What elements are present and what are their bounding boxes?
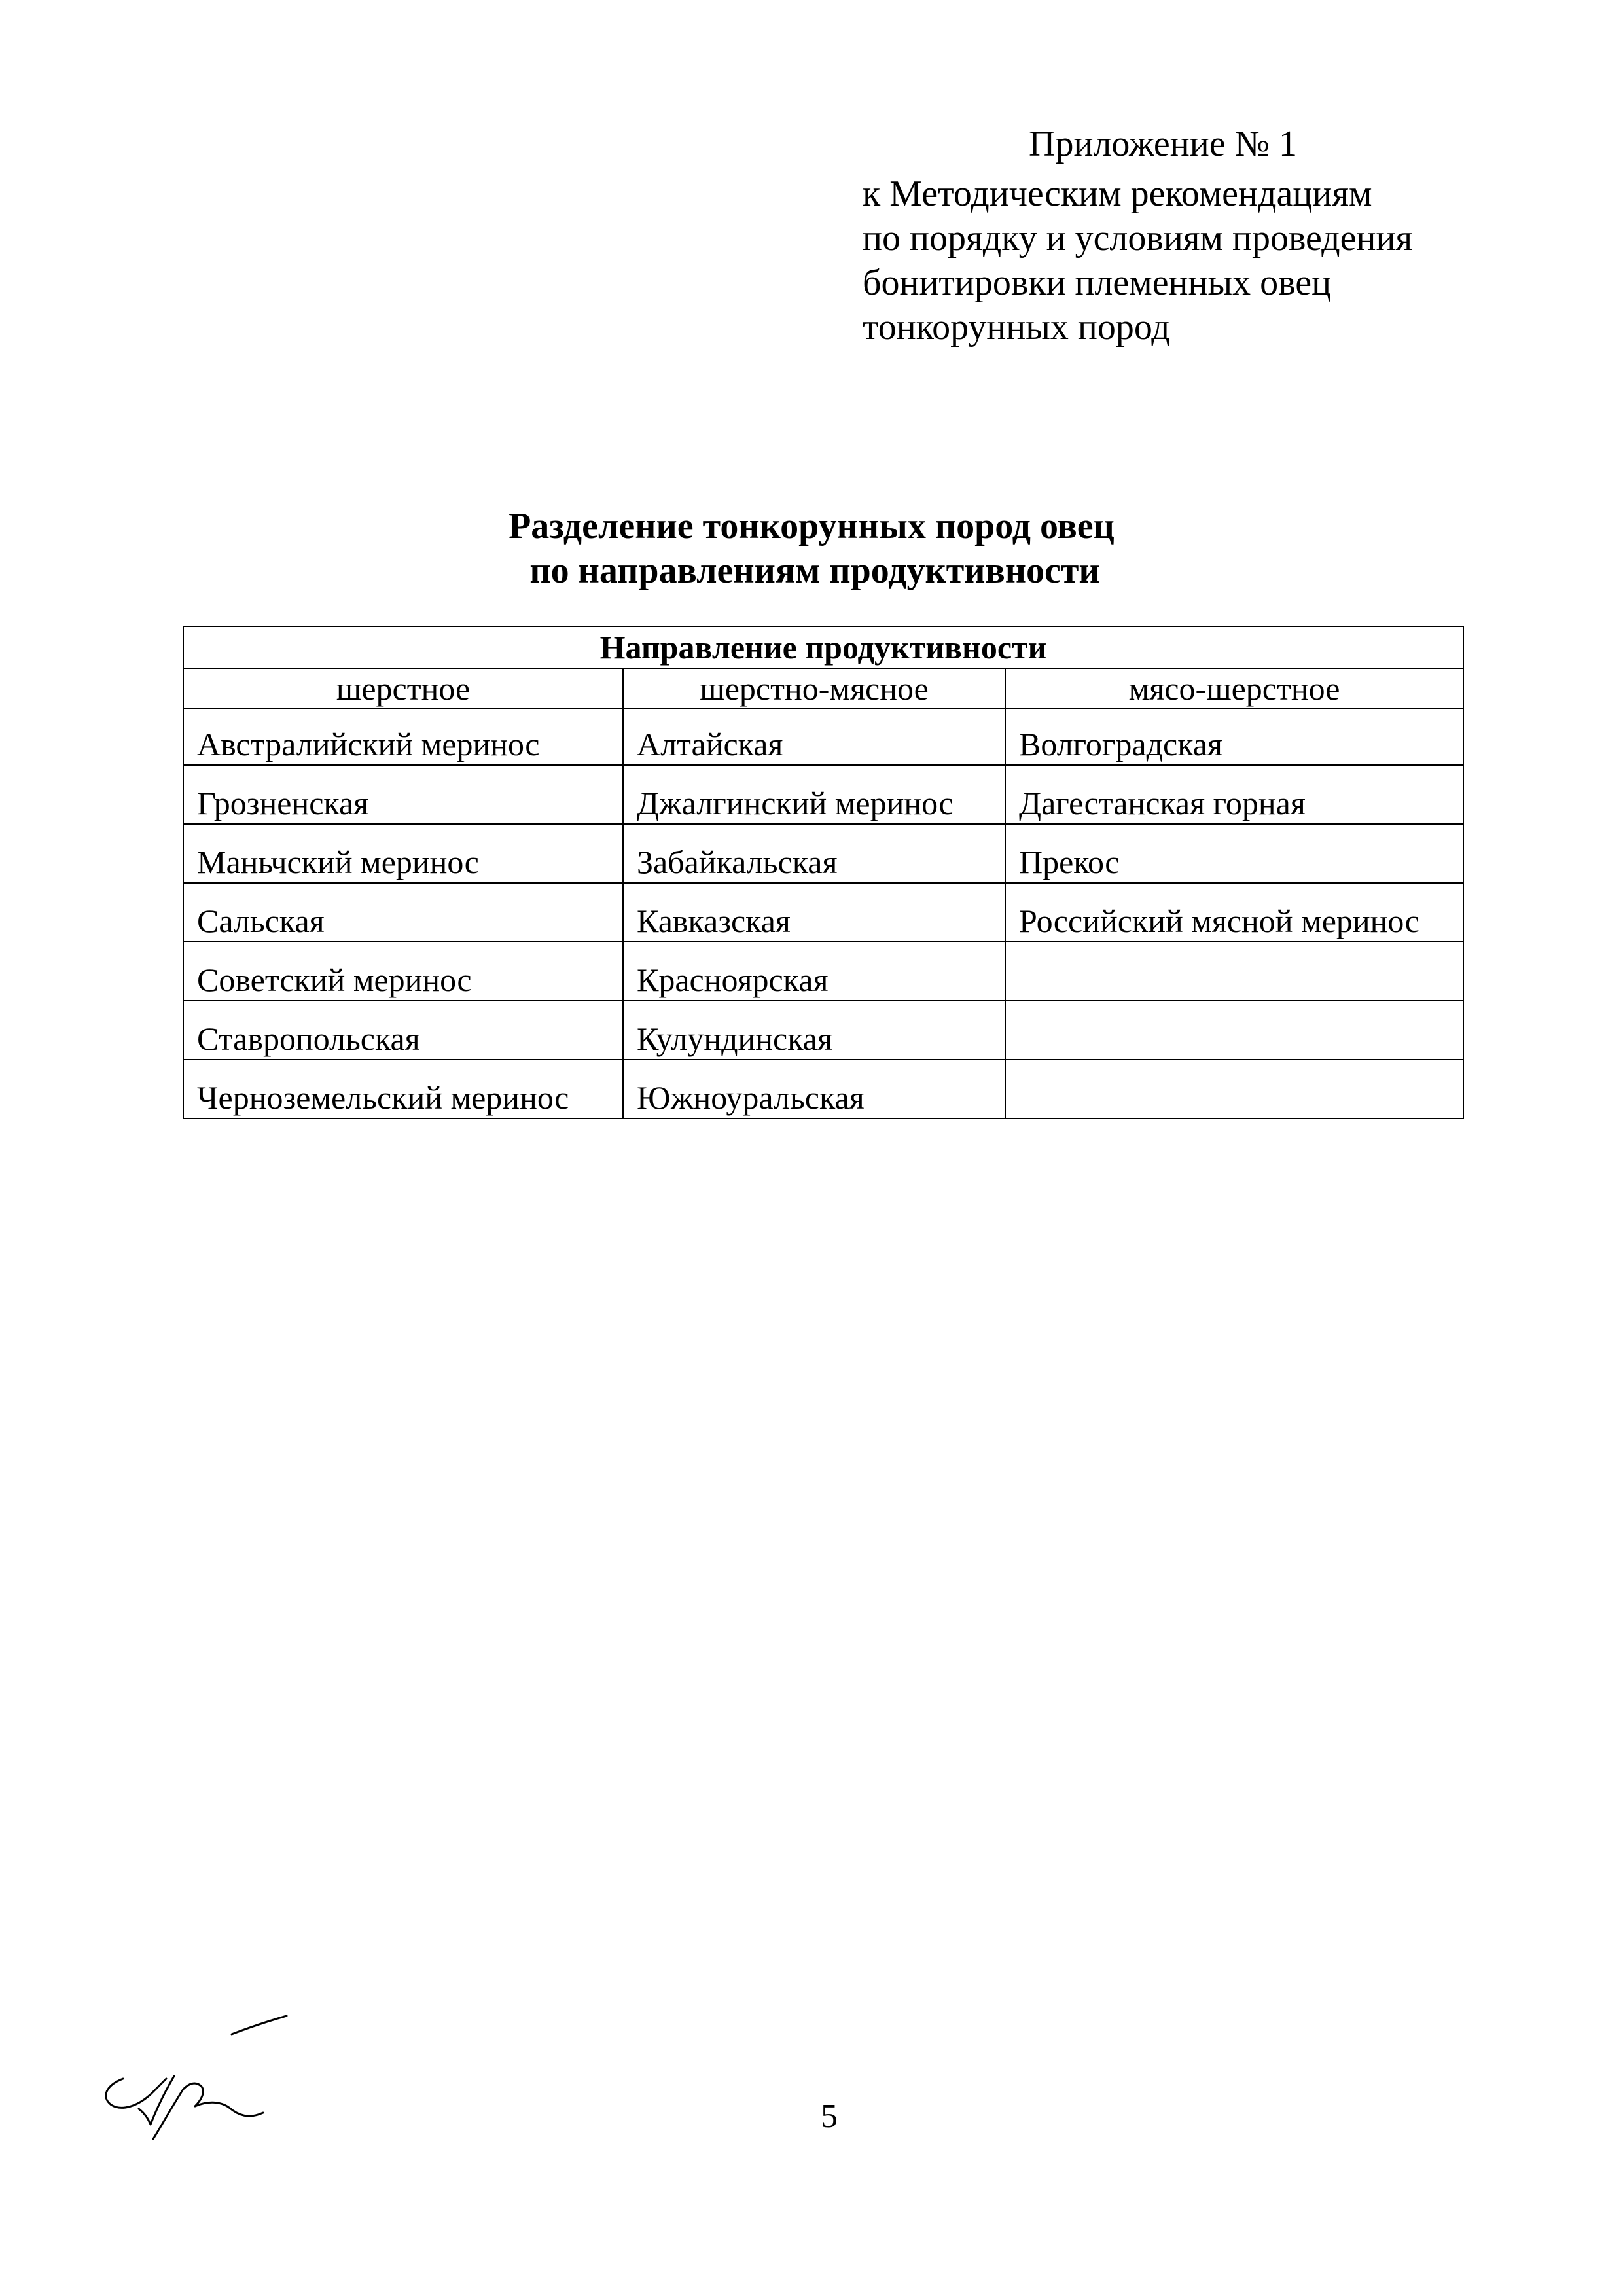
- breeds-table: [183, 626, 1464, 1119]
- table-cell: Маньчский меринос: [183, 824, 623, 883]
- table-cell: Прекос: [1005, 824, 1463, 883]
- table-cell: [1005, 1001, 1463, 1060]
- table-cell: Сальская: [183, 883, 623, 942]
- appendix-reference-line: по порядку и условиям проведения: [863, 218, 1413, 259]
- table-cell: Грозненская: [183, 765, 623, 824]
- table-cell: [1005, 1060, 1463, 1119]
- table-row: [183, 1001, 1463, 1060]
- table-row: [183, 1060, 1463, 1119]
- table-cell: Дагестанская горная: [1005, 765, 1463, 824]
- table-cell: Австралийский меринос: [183, 709, 623, 765]
- document-title: [0, 504, 1623, 593]
- appendix-reference-line: к Методическим рекомендациям: [863, 173, 1372, 214]
- appendix-number: Приложение № 1: [1029, 124, 1297, 164]
- table-row: [183, 765, 1463, 824]
- table-cell: Джалгинский меринос: [623, 765, 1005, 824]
- table-cell: [1005, 942, 1463, 1001]
- appendix-reference: [863, 171, 1412, 350]
- column-header-meat-wool: мясо-шерстное: [1005, 668, 1463, 709]
- column-header-wool: шерстное: [183, 668, 623, 709]
- table-cell: Красноярская: [623, 942, 1005, 1001]
- table-cell: Алтайская: [623, 709, 1005, 765]
- table-row: [183, 883, 1463, 942]
- table-row: [183, 824, 1463, 883]
- table-cell: Российский мясной меринос: [1005, 883, 1463, 942]
- document-title-line: по направлениям продуктивности: [529, 550, 1100, 591]
- table-cell: Забайкальская: [623, 824, 1005, 883]
- table-cell: Черноземельский меринос: [183, 1060, 623, 1119]
- table-group-header: Направление продуктивности: [183, 626, 1463, 668]
- table-cell: Кулундинская: [623, 1001, 1005, 1060]
- appendix-reference-line: бонитировки племенных овец: [863, 262, 1332, 303]
- table-cell: Ставропольская: [183, 1001, 623, 1060]
- signature-icon: [92, 2003, 314, 2147]
- column-header-wool-meat: шерстно-мясное: [623, 668, 1005, 709]
- page-number: 5: [821, 2098, 838, 2135]
- table-group-header-row: [183, 626, 1463, 668]
- table-cell: Кавказская: [623, 883, 1005, 942]
- table-cell: Волгоградская: [1005, 709, 1463, 765]
- table-cell: Советский меринос: [183, 942, 623, 1001]
- document-title-line: Разделение тонкорунных пород овец: [508, 506, 1115, 547]
- table-row: [183, 942, 1463, 1001]
- table-column-header-row: [183, 668, 1463, 709]
- table-row: [183, 709, 1463, 765]
- table-cell: Южноуральская: [623, 1060, 1005, 1119]
- appendix-reference-line: тонкорунных пород: [863, 307, 1170, 348]
